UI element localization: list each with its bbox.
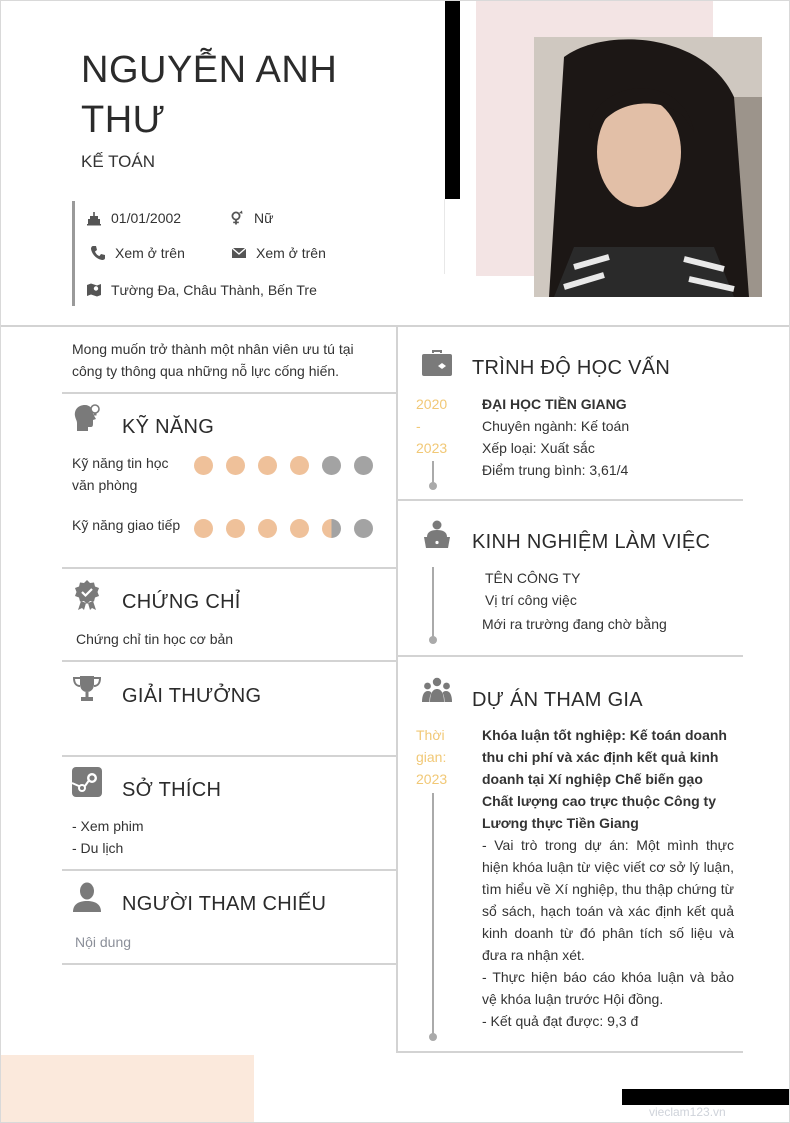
profile-photo: [534, 37, 762, 297]
trophy-icon: [71, 673, 103, 705]
certificates-title: CHỨNG CHỈ: [122, 591, 241, 613]
map-icon: [85, 281, 103, 299]
section-divider: [398, 1051, 743, 1053]
skill-dot: [194, 519, 213, 538]
education-entry: [482, 393, 742, 481]
certificate-badge-icon: [71, 579, 103, 611]
header-divider-line: [444, 199, 445, 274]
section-divider: [398, 499, 743, 501]
education-year-start: 2020: [416, 396, 448, 412]
hobbies-title: SỞ THÍCH: [122, 779, 222, 801]
section-divider: [62, 567, 396, 569]
skill-dot: [258, 456, 277, 475]
experience-timeline-line: [432, 567, 434, 639]
skill-rating-2: [194, 519, 373, 538]
contact-gender: [228, 209, 273, 227]
education-major: Chuyên ngành: Kế toán: [482, 418, 630, 434]
address-value: Tường Đa, Châu Thành, Bến Tre: [111, 282, 317, 298]
team-icon: [421, 675, 453, 707]
contact-email[interactable]: [230, 244, 326, 262]
skill-dot: [354, 456, 373, 475]
project-task: - Thực hiện báo cáo khóa luận và bảo vệ khóa luận trước Hội đồng.: [482, 969, 734, 1007]
section-divider: [62, 660, 396, 662]
birthday-value: 01/01/2002: [111, 210, 182, 226]
education-timeline-dot: [429, 482, 437, 490]
job-title: KẾ TOÁN: [81, 152, 156, 171]
gender-icon: [228, 209, 246, 227]
contact-phone[interactable]: [89, 244, 185, 262]
envelope-icon: [230, 244, 248, 262]
profile-photo-image: [534, 37, 762, 297]
skill-dot: [290, 519, 309, 538]
project-time-label-2: gian:: [416, 749, 447, 765]
job-position: Vị trí công việc: [485, 592, 577, 608]
skills-title: KỸ NĂNG: [122, 416, 215, 438]
awards-title: GIẢI THƯỞNG: [122, 685, 262, 707]
person-laptop-icon: [421, 519, 453, 551]
certificate-item: Chứng chỉ tin học cơ bản: [76, 631, 234, 647]
footer-peach-block: [1, 1055, 254, 1123]
footer-black-bar: [622, 1089, 790, 1105]
skill-dot: [322, 456, 341, 475]
projects-title: DỰ ÁN THAM GIA: [472, 689, 643, 711]
skill-dot: [322, 519, 341, 538]
skill-rating-1: [194, 456, 373, 475]
skill-name-2: Kỹ năng giao tiếp: [72, 517, 181, 533]
email-value: Xem ở trên: [256, 245, 326, 261]
candidate-name-line2: THƯ: [81, 99, 166, 141]
skill-dot: [258, 519, 277, 538]
watermark-text: vieclam123.vn: [649, 1105, 726, 1119]
section-divider: [62, 392, 396, 394]
skill-dot: [290, 456, 309, 475]
education-rank: Xếp loại: Xuất sắc: [482, 440, 595, 456]
section-divider: [62, 755, 396, 757]
gender-value: Nữ: [254, 210, 274, 226]
education-year-end: 2023: [416, 440, 448, 456]
head-lightbulb-icon: [71, 402, 103, 434]
contact-info: [72, 201, 432, 306]
education-gpa: Điểm trung bình: 3,61/4: [482, 462, 629, 478]
experience-title: KINH NGHIỆM LÀM VIỆC: [472, 531, 711, 553]
phone-value: Xem ở trên: [115, 245, 185, 261]
skill-name-1: Kỹ năng tin học văn phòng: [72, 455, 169, 493]
skill-dot: [354, 519, 373, 538]
project-time-label-1: Thời: [416, 727, 445, 743]
project-name: Khóa luận tốt nghiệp: Kế toán doanh thu chi phí và xác định kết quả kinh doanh tại Xí nghiệp Chế biến gạo Chất lượng cao trực thuộc Công ty Lương thực Tiền Giang: [482, 727, 727, 831]
section-divider: [62, 963, 396, 965]
career-objective: Mong muốn trở thành một nhân viên ưu tú tại công ty thông qua những nỗ lực cống hiến.: [72, 341, 354, 379]
phone-icon: [89, 244, 107, 262]
project-timeline-line: [432, 793, 434, 1035]
candidate-name-line1: NGUYỄN ANH: [81, 49, 338, 91]
school-name: ĐẠI HỌC TIỀN GIANG: [482, 396, 627, 412]
section-divider: [398, 655, 743, 657]
education-title: TRÌNH ĐỘ HỌC VẤN: [472, 357, 671, 379]
project-role: - Vai trò trong dự án: Một mình thực hiện khóa luận từ việc viết cơ sở lý luận, tìm hiểu về Xí nghiệp, thu thập chứng từ sổ sách, hạch toán và xác định kết quả kinh doanh từ đó phân tích số liệu và đưa ra nhận xét.: [482, 837, 734, 963]
job-description: Mới ra trường đang chờ bằng: [482, 616, 667, 632]
briefcase-icon: [421, 347, 453, 379]
section-divider: [62, 869, 396, 871]
project-entry: [482, 724, 734, 1032]
skill-dot: [226, 519, 245, 538]
experience-timeline-dot: [429, 636, 437, 644]
company-name: TÊN CÔNG TY: [485, 570, 581, 586]
references-content: Nội dung: [75, 934, 132, 950]
project-timeline-dot: [429, 1033, 437, 1041]
candidate-name: [81, 45, 411, 145]
project-time-year: 2023: [416, 771, 448, 787]
steam-icon: [71, 766, 103, 798]
person-icon: [71, 881, 103, 913]
references-title: NGƯỜI THAM CHIẾU: [122, 893, 327, 915]
hobby-item-1: - Xem phim: [72, 818, 144, 834]
education-year-sep: -: [416, 418, 421, 434]
contact-address: [85, 281, 317, 299]
skill-dot: [194, 456, 213, 475]
column-divider: [396, 327, 398, 1053]
header-black-bar: [445, 1, 460, 199]
contact-birthday: [85, 209, 181, 227]
cake-icon: [85, 209, 103, 227]
skill-dot: [226, 456, 245, 475]
hobby-item-2: - Du lịch: [72, 840, 124, 856]
project-result: - Kết quả đạt được: 9,3 đ: [482, 1013, 639, 1029]
